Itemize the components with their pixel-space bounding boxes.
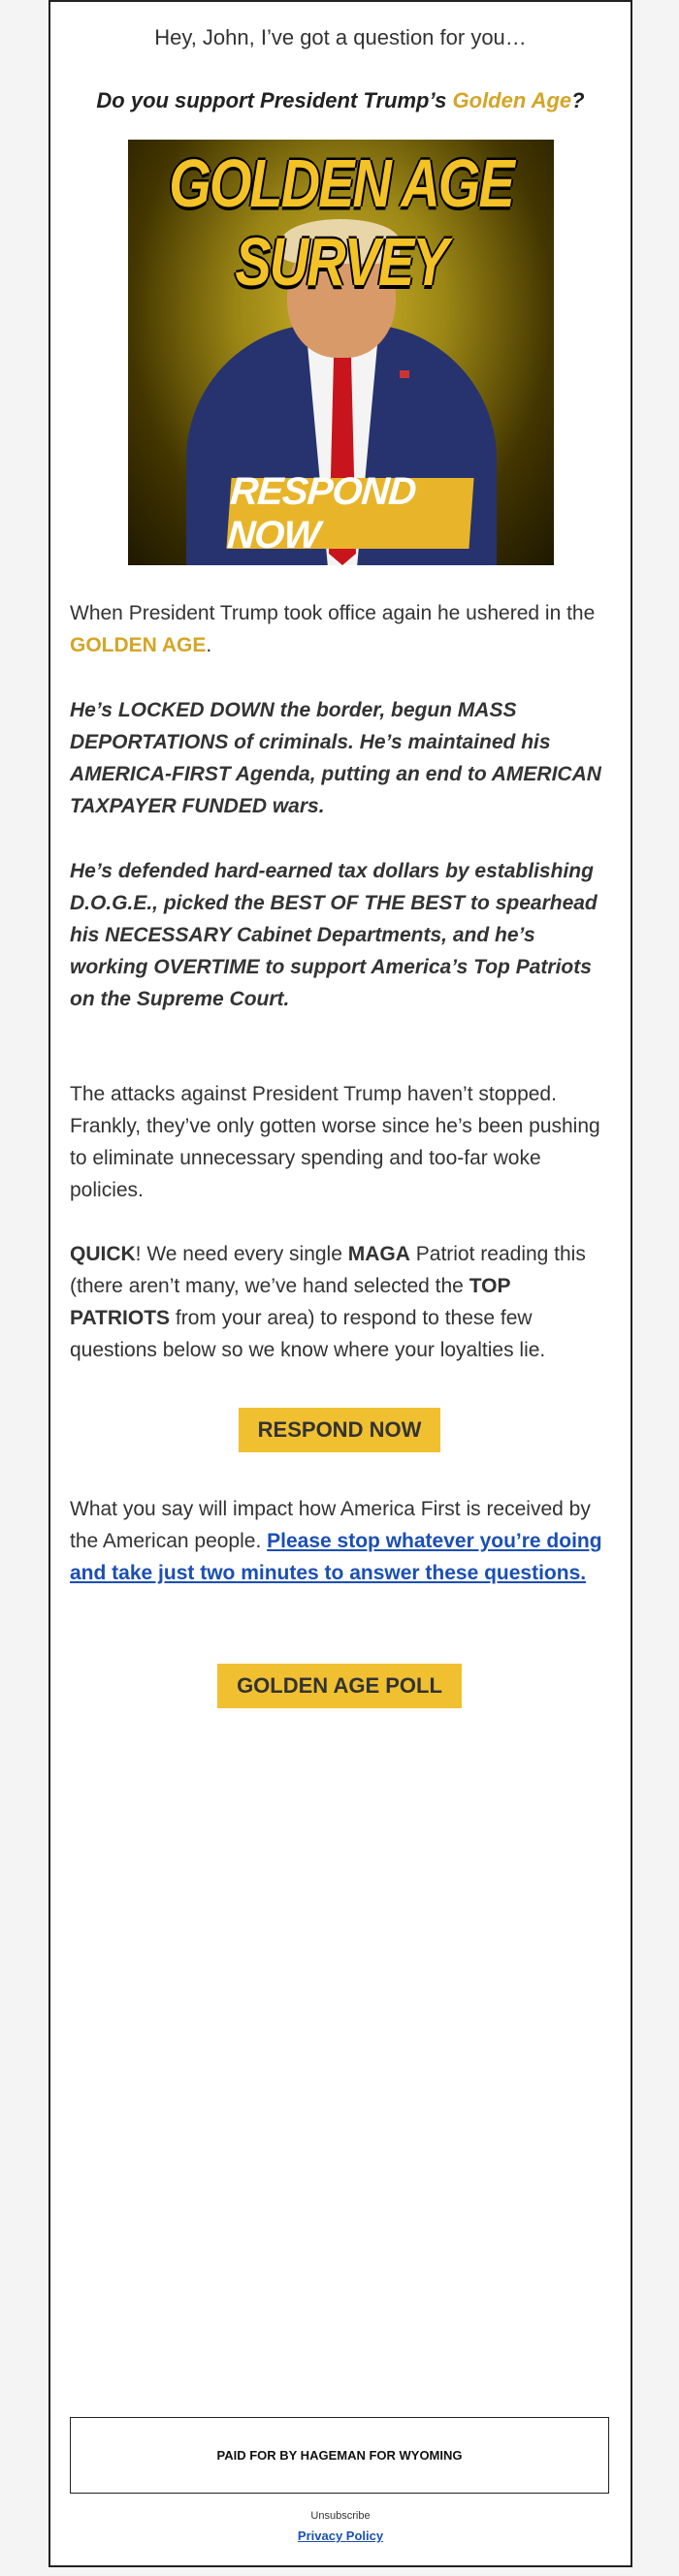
hero-banner-text: GOLDEN AGE SURVEY (169, 144, 513, 300)
maga-bold: MAGA (347, 1243, 410, 1265)
p6-text: What you say will impact how America First is received by the American people. (70, 1498, 591, 1552)
respond-now-button[interactable]: RESPOND NOW (239, 1408, 440, 1452)
privacy-policy-link[interactable]: Privacy Policy (297, 2528, 384, 2543)
question-highlight: Golden Age (452, 88, 572, 112)
privacy-policy (50, 2528, 630, 2543)
flag-pin (400, 370, 409, 378)
paid-for-disclaimer: PAID FOR BY HAGEMAN FOR WYOMING (70, 2417, 609, 2494)
unsubscribe-link[interactable]: Unsubscribe (310, 2510, 371, 2522)
greeting: Hey, John, I’ve got a question for you… (154, 25, 527, 49)
paragraph-doge: He’s defended hard-earned tax dollars by establishing D.O.G.E., picked the BEST OF THE BEST to spearhead his NECESSARY Cabinet Departments, and he’s working OVERTIME to support America’s Top Patriots on the Supreme Court. (70, 860, 598, 1010)
paragraph-attacks: The attacks against President Trump haven’t stopped. Frankly, they’ve only gotten worse since he’s been pushing to eliminate unnecessary spending and too-far woke policies. (70, 1083, 600, 1201)
golden-age-poll-button[interactable]: GOLDEN AGE POLL (217, 1664, 462, 1708)
p5-t2: Patriot reading this (there aren’t many, we’ve hand selected the (70, 1243, 586, 1297)
survey-hero-image[interactable] (128, 140, 554, 565)
paragraph-golden-age (70, 597, 611, 661)
question-heading (50, 88, 630, 113)
paragraph-impact (70, 1493, 611, 1589)
question-text: Do you support President Trump’s (96, 88, 453, 112)
paragraph-quick (70, 1238, 611, 1366)
top-patriots-bold: TOP PATRIOTS (70, 1275, 511, 1329)
p1-end: . (206, 634, 212, 656)
answer-questions-link[interactable]: Please stop whatever you’re doing and take just two minutes to answer these questions. (70, 1530, 602, 1584)
p5-t3: from your area) to respond to these few questions below so we know where your loyalties lie. (70, 1307, 546, 1361)
question-mark: ? (571, 88, 585, 112)
p1-highlight: GOLDEN AGE (70, 634, 207, 656)
p5-t1: ! We need every single (135, 1243, 348, 1265)
paragraph-border: He’s LOCKED DOWN the border, begun MASS DEPORTATIONS of criminals. He’s maintained his AMERICA-FIRST Agenda, putting an end to AMERICAN TAXPAYER FUNDED wars. (70, 699, 601, 817)
p1-text: When President Trump took office again he ushered in the (70, 602, 596, 624)
email-card (48, 0, 632, 2567)
quick-bold: QUICK (70, 1243, 136, 1265)
hero-respond-button[interactable]: RESPOND NOW (226, 478, 473, 549)
